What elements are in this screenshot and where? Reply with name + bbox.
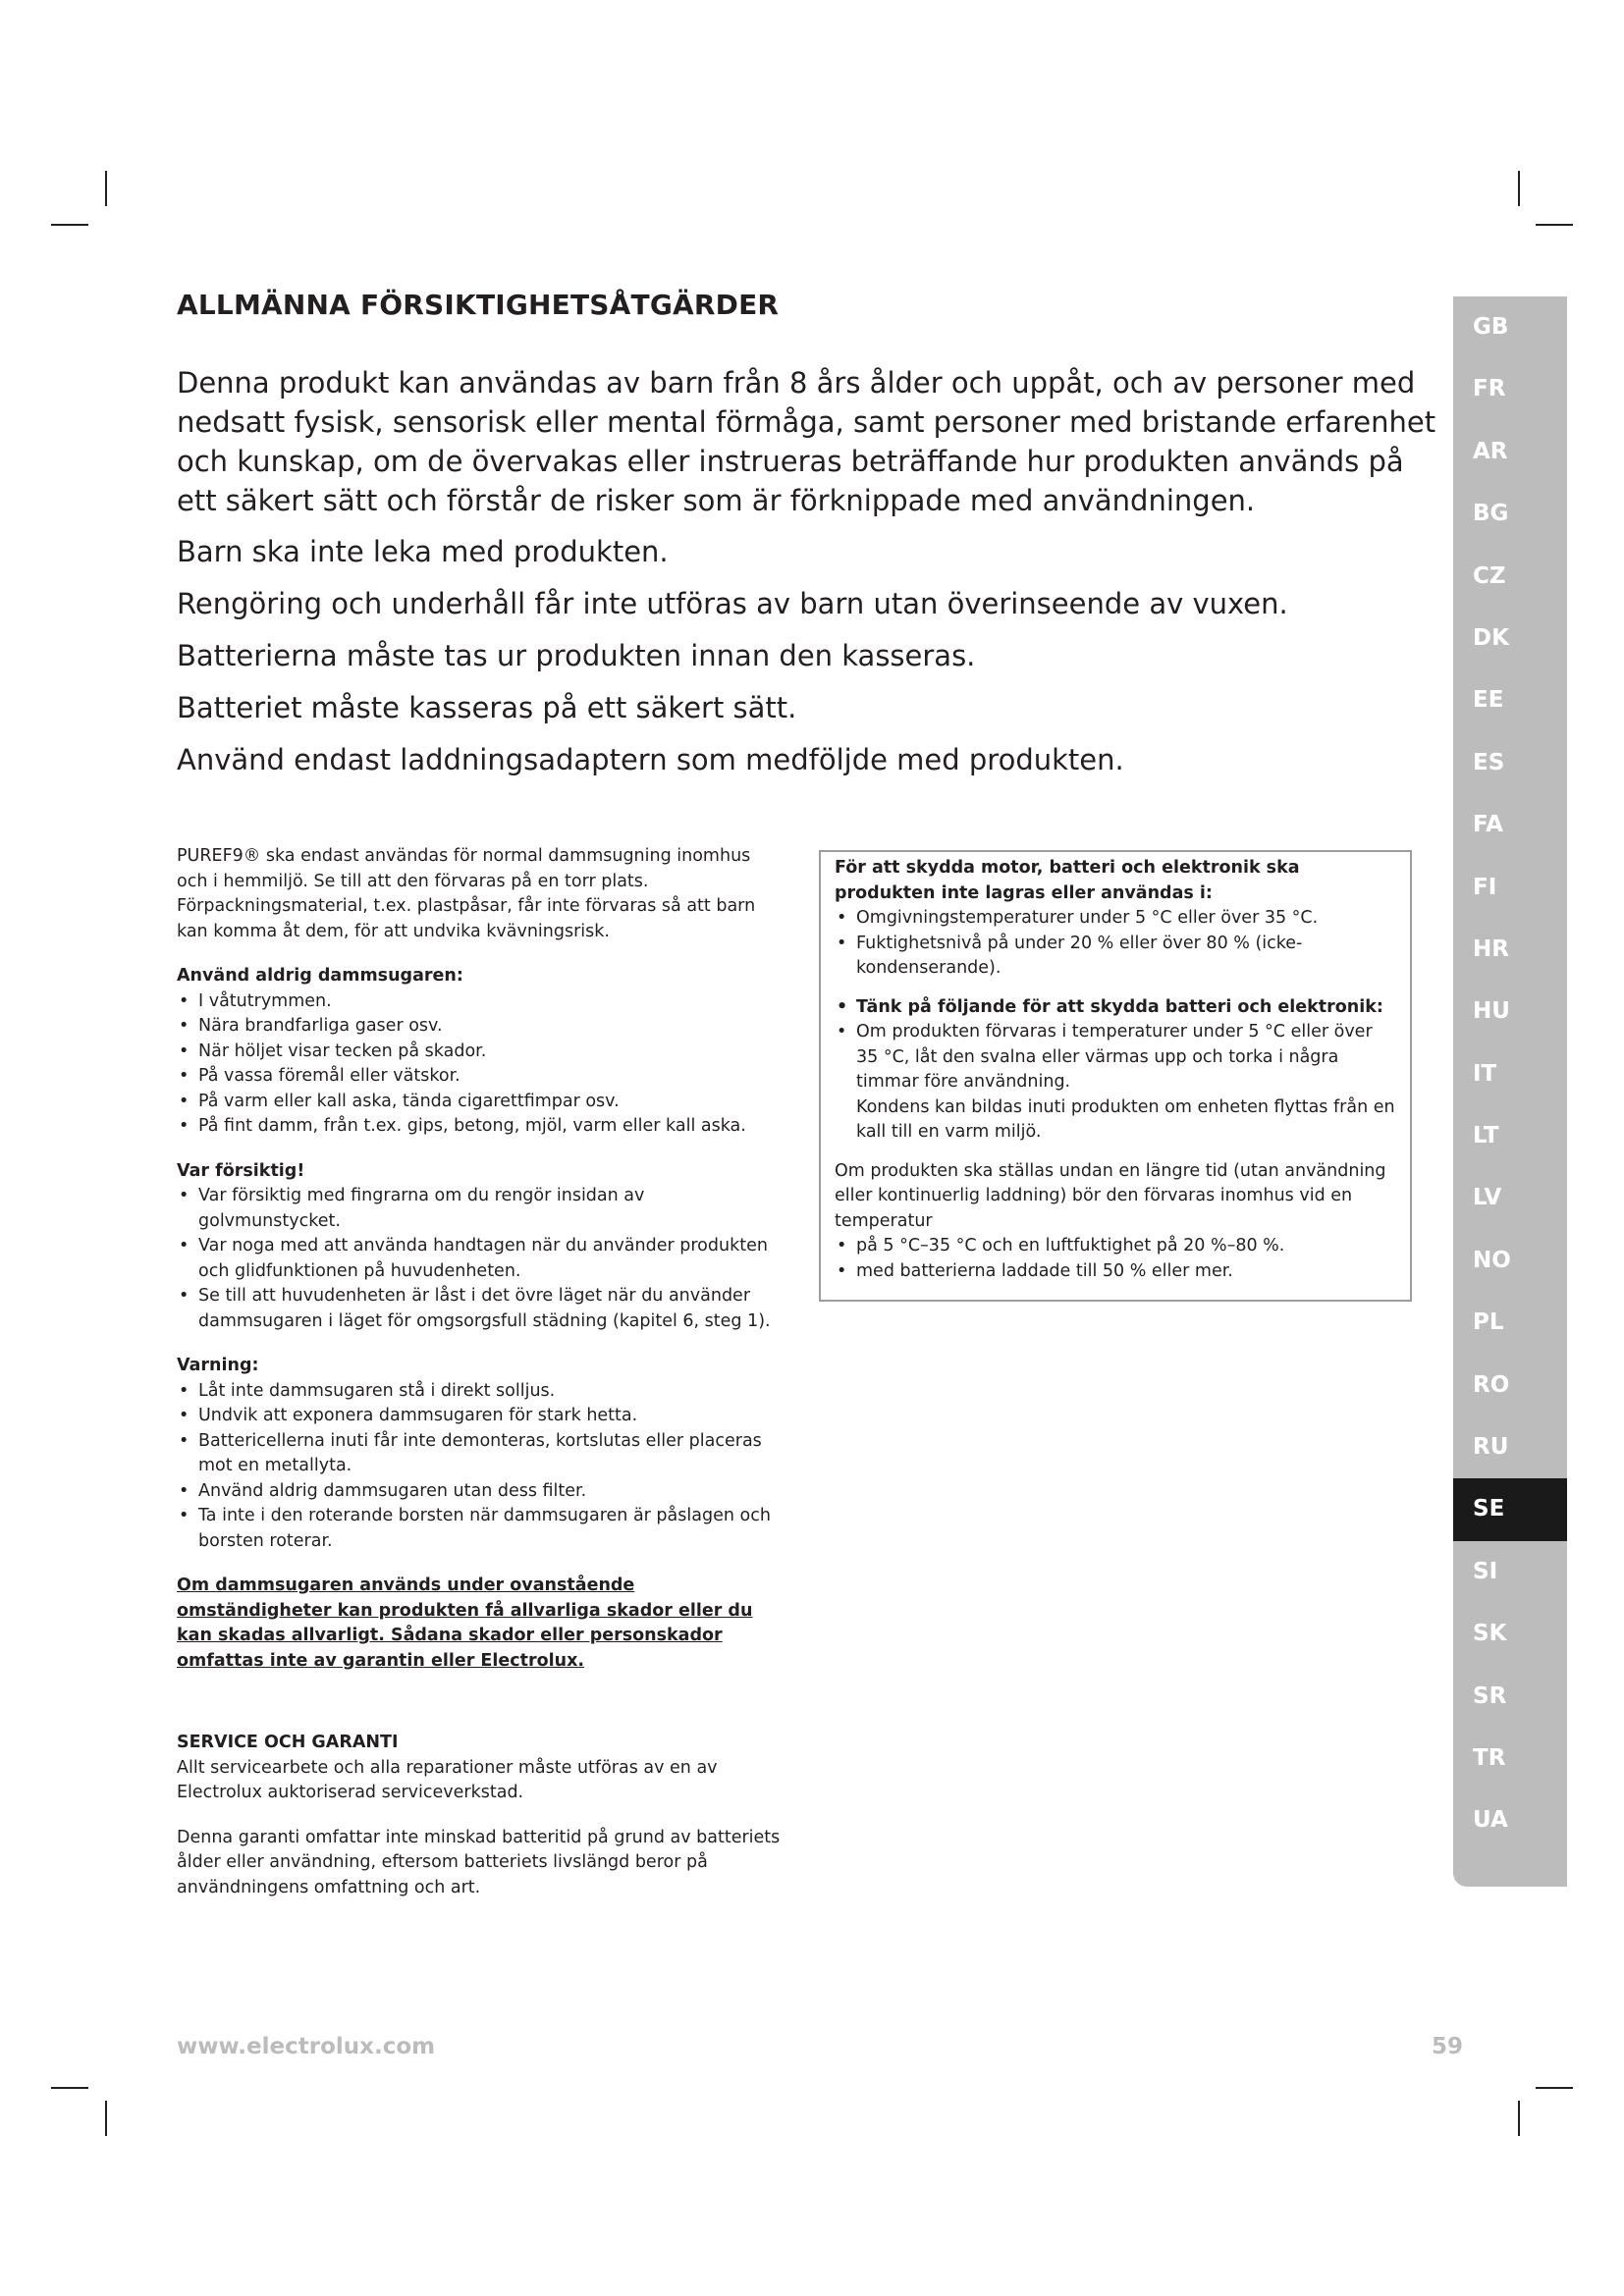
list-item: • På fint damm, från t.ex. gips, betong, mjöl, varm eller kall aska.	[177, 1114, 785, 1140]
list-item: • Var noga med att använda handtagen när du använder produkten och glidfunktionen på huvudenheten.	[177, 1234, 785, 1284]
tip-text: Om produkten förvaras i temperaturer under 5 °C eller över 35 °C, låt den svalna eller värmas upp och torka i några timmar före användning.	[856, 1022, 1373, 1092]
crop-mark	[105, 171, 107, 206]
storage-heading: För att skydda motor, batteri och elektronik ska produkten inte lagras eller användas i:	[835, 858, 1300, 903]
storage-info-box	[819, 850, 1412, 1302]
crop-mark	[1518, 171, 1520, 206]
long-storage-list	[835, 1234, 1396, 1284]
warranty-text: Denna garanti omfattar inte minskad batteritid på grund av batteriets ålder eller användning, eftersom batteriets livslängd beror på användningens omfattning och art.	[177, 1827, 781, 1897]
language-tab-fi[interactable]: FI	[1473, 874, 1497, 900]
list-item: • Undvik att exponera dammsugaren för stark hetta.	[177, 1404, 785, 1429]
intro-line: Barn ska inte leka med produkten.	[177, 535, 669, 568]
crop-mark	[51, 2087, 88, 2089]
intro-line: Rengöring och underhåll får inte utföras av barn utan överinseende av vuxen.	[177, 587, 1288, 620]
list-item: • Se till att huvudenheten är låst i det övre läget när du använder dammsugaren i läget för omgsorgsfull städning (kapitel 6, steg 1).	[177, 1284, 785, 1334]
packaging-text: Förpackningsmaterial, t.ex. plastpåsar, får inte förvaras så att barn kan komma åt dem, för att undvika kvävningsrisk.	[177, 896, 756, 941]
crop-mark	[1518, 2101, 1520, 2136]
list-item: • När höljet visar tecken på skador.	[177, 1040, 785, 1065]
list-item: • Nära brandfarliga gaser osv.	[177, 1014, 785, 1040]
careful-list	[177, 1184, 785, 1334]
warning-section	[177, 1354, 785, 1554]
left-column	[177, 844, 785, 1900]
crop-mark	[51, 224, 88, 226]
language-tab-hr[interactable]: HR	[1473, 935, 1509, 962]
language-tabs	[1453, 296, 1567, 1887]
usage-intro	[177, 844, 785, 944]
language-tab-pl[interactable]: PL	[1473, 1309, 1504, 1336]
never-use-title: Använd aldrig dammsugaren:	[177, 966, 463, 986]
language-tab-it[interactable]: IT	[1473, 1060, 1497, 1087]
list-item: • Battericellerna inuti får inte demonteras, kortslutas eller placeras mot en metallyta.	[177, 1429, 785, 1479]
list-item: • På vassa föremål eller vätskor.	[177, 1064, 785, 1090]
crop-mark	[1536, 2087, 1573, 2089]
intro-line: Använd endast laddningsadaptern som medföljde med produkten.	[177, 743, 1124, 776]
language-tab-bg[interactable]: BG	[1473, 501, 1509, 527]
list-item: • Ta inte i den roterande borsten när dammsugaren är påslagen och borsten roterar.	[177, 1504, 785, 1554]
language-tab-lt[interactable]: LT	[1473, 1123, 1499, 1149]
language-tab-gb[interactable]: GB	[1473, 314, 1509, 340]
language-tab-ua[interactable]: UA	[1473, 1807, 1508, 1834]
language-tab-ee[interactable]: EE	[1473, 687, 1504, 714]
service-title: SERVICE OCH GARANTI	[177, 1733, 399, 1752]
warning-title: Varning:	[177, 1356, 259, 1375]
list-item: • Använd aldrig dammsugaren utan dess filter.	[177, 1479, 785, 1505]
footer-url: www.electrolux.com	[177, 2034, 436, 2059]
intro-section	[177, 363, 1443, 792]
tip-heading: • Tänk på följande för att skydda batteri och elektronik:	[835, 995, 1396, 1021]
list-item: • på 5 °C–35 °C och en luftfuktighet på 20 %–80 %.	[835, 1234, 1396, 1259]
crop-mark	[105, 2101, 107, 2136]
language-tab-cz[interactable]: CZ	[1473, 562, 1506, 589]
list-item	[835, 1020, 1396, 1146]
condensation-text: Kondens kan bildas inuti produkten om enheten flyttas från en kall till en varm miljö.	[856, 1096, 1395, 1142]
intro-line: Batteriet måste kasseras på ett säkert sätt.	[177, 691, 797, 724]
list-item: • Var försiktig med fingrarna om du rengör insidan av golvmunstycket.	[177, 1184, 785, 1234]
never-use-section	[177, 964, 785, 1140]
never-use-list	[177, 989, 785, 1140]
language-tab-sr[interactable]: SR	[1473, 1682, 1507, 1709]
language-tab-no[interactable]: NO	[1473, 1247, 1511, 1273]
language-tab-lv[interactable]: LV	[1473, 1185, 1502, 1211]
usage-text: PUREF9® ska endast användas för normal dammsugning inomhus och i hemmiljö. Se till att den förvaras på en torr plats.	[177, 846, 751, 891]
list-item: • Låt inte dammsugaren stå i direkt solljus.	[177, 1379, 785, 1405]
crop-mark	[1536, 224, 1573, 226]
service-text: Allt servicearbete och alla reparationer måste utföras av en av Electrolux auktoriserad serviceverkstad.	[177, 1757, 718, 1802]
list-item: • På varm eller kall aska, tända cigarettfimpar osv.	[177, 1090, 785, 1115]
language-tab-fr[interactable]: FR	[1473, 376, 1506, 402]
language-tab-tr[interactable]: TR	[1473, 1744, 1506, 1771]
long-storage-text: Om produkten ska ställas undan en längre tid (utan användning eller kontinuerlig laddning) bör den förvaras inomhus vid en temperatur	[835, 1160, 1386, 1231]
language-tab-ro[interactable]: RO	[1473, 1371, 1510, 1398]
battery-tips-list	[835, 995, 1396, 1146]
language-tab-sk[interactable]: SK	[1473, 1621, 1507, 1647]
list-item: • med batterierna laddade till 50 % eller mer.	[835, 1259, 1396, 1285]
language-tab-ar[interactable]: AR	[1473, 438, 1508, 464]
language-tab-si[interactable]: SI	[1473, 1558, 1498, 1584]
language-tab-se[interactable]: SE	[1453, 1478, 1567, 1540]
intro-lead: Denna produkt kan användas av barn från 8 års ålder och uppåt, och av personer med nedsatt fysisk, sensorisk eller mental förmåga, samt personer med bristande erfarenhet och kunskap, om de övervakas eller instrueras beträffande hur produkten används på ett säkert sätt och förstår de risker som är förknippade med användningen.	[177, 366, 1436, 517]
list-item: • Omgivningstemperaturer under 5 °C eller över 35 °C.	[835, 906, 1396, 932]
careful-title: Var försiktig!	[177, 1160, 305, 1181]
language-tab-fa[interactable]: FA	[1473, 812, 1503, 838]
list-item: • Fuktighetsnivå på under 20 % eller över 80 % (icke-kondenserande).	[835, 932, 1396, 982]
warranty-warning-note: Om dammsugaren används under ovanstående omständigheter kan produkten få allvarliga skador eller du kan skadas allvarligt. Sådana skador eller personskador omfattas inte av garantin eller Electrolux.	[177, 1575, 753, 1671]
page-number: 59	[1432, 2034, 1464, 2059]
careful-section	[177, 1159, 785, 1335]
language-tab-es[interactable]: ES	[1473, 749, 1505, 775]
language-tab-ru[interactable]: RU	[1473, 1434, 1509, 1461]
language-tab-dk[interactable]: DK	[1473, 624, 1509, 651]
page-title: ALLMÄNNA FÖRSIKTIGHETSÅTGÄRDER	[177, 289, 780, 321]
language-tab-hu[interactable]: HU	[1473, 998, 1510, 1025]
warning-list	[177, 1379, 785, 1555]
intro-line: Batterierna måste tas ur produkten innan den kasseras.	[177, 639, 976, 672]
storage-conditions-list	[835, 906, 1396, 982]
list-item: • I våtutrymmen.	[177, 989, 785, 1015]
